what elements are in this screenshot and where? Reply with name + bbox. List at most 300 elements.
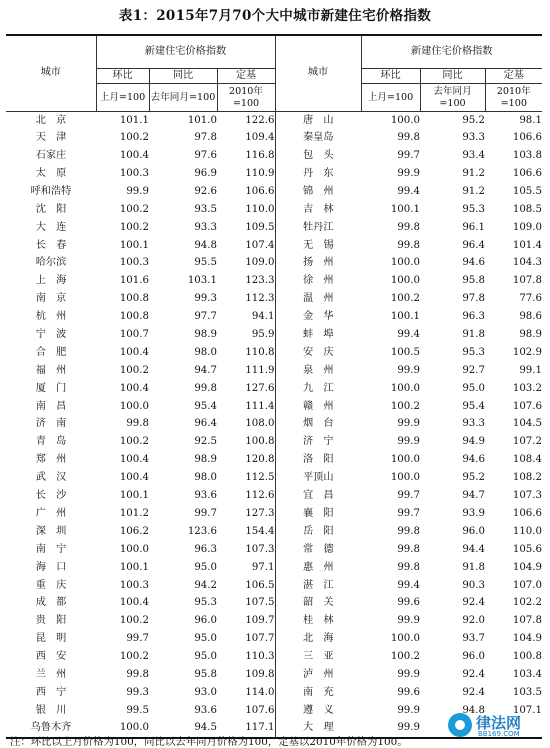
left-yoy-cell: 98.0	[194, 472, 217, 484]
base-header-right: 定基	[485, 69, 542, 84]
left-city-cell: 北 京	[35, 114, 67, 126]
right-base-cell: 102.2	[512, 597, 543, 609]
left-city-cell: 青 岛	[35, 436, 67, 448]
right-yoy-cell: 93.9	[462, 507, 485, 519]
left-mom-cell: 100.2	[119, 651, 149, 663]
right-yoy-cell: 91.8	[462, 329, 485, 341]
right-base-cell: 106.6	[512, 507, 543, 519]
right-base-cell: 107.0	[512, 579, 543, 591]
table-title: 表1：2015年7月70个大中城市新建住宅价格指数	[118, 8, 432, 24]
right-mom-cell: 99.4	[397, 579, 420, 591]
right-yoy-cell: 95.4	[462, 400, 485, 412]
right-yoy-cell: 94.4	[462, 543, 485, 555]
left-yoy-cell: 93.0	[194, 686, 217, 698]
table-row	[6, 559, 542, 577]
left-city-cell: 南 宁	[35, 543, 67, 555]
right-mom-cell: 99.9	[397, 418, 420, 430]
right-base-cell: 98.1	[519, 114, 543, 126]
left-mom-cell: 100.3	[119, 257, 149, 269]
right-base-cell: 98.6	[519, 311, 543, 323]
left-base-cell: 109.8	[217, 666, 275, 684]
right-yoy-cell: 92.4	[462, 686, 485, 698]
right-mom-cell: 99.4	[397, 329, 420, 341]
left-mom-cell: 100.2	[119, 221, 149, 233]
left-yoy-cell: 96.9	[194, 168, 217, 180]
left-base-cell: 123.3	[217, 273, 275, 291]
logo-url: BB169.COM	[478, 730, 520, 738]
right-yoy-cell: 95.2	[462, 472, 485, 484]
left-yoy-cell: 95.0	[194, 633, 217, 645]
left-yoy-cell: 99.7	[194, 507, 217, 519]
mom-header-right: 环比	[361, 69, 420, 84]
left-yoy-cell: 96.3	[194, 543, 217, 555]
left-city-cell: 厦 门	[35, 382, 67, 394]
right-base-cell: 107.3	[512, 490, 543, 502]
right-yoy-cell: 96.1	[462, 221, 485, 233]
table-row	[6, 523, 542, 541]
right-city-cell: 惠 州	[275, 559, 361, 577]
right-yoy-cell: 92.4	[462, 597, 485, 609]
right-mom-cell: 100.0	[390, 472, 420, 484]
right-mom-cell: 100.0	[390, 454, 420, 466]
right-base-cell: 109.0	[512, 221, 543, 233]
table-row	[6, 505, 542, 523]
right-city-cell: 牡丹江	[275, 219, 361, 237]
right-yoy-cell: 95.3	[462, 346, 485, 358]
yoy-sub-left: 去年同月=100	[149, 84, 217, 112]
right-mom-cell: 99.9	[361, 720, 420, 738]
right-mom-cell: 99.8	[397, 221, 420, 233]
right-city-cell: 三 亚	[275, 648, 361, 666]
right-city-cell: 泉 州	[275, 362, 361, 380]
left-mom-cell: 100.2	[119, 132, 149, 144]
left-city-cell: 合 肥	[35, 346, 67, 358]
right-base-cell: 107.8	[512, 275, 543, 287]
left-city-cell: 武 汉	[35, 472, 67, 484]
left-yoy-cell: 95.3	[194, 597, 217, 609]
table-row	[6, 183, 542, 201]
left-yoy-cell: 94.5	[149, 720, 217, 738]
left-mom-cell: 100.4	[119, 454, 149, 466]
left-city-cell: 大 连	[35, 221, 67, 233]
left-base-cell: 112.3	[217, 290, 275, 308]
left-mom-cell: 100.8	[119, 293, 149, 305]
table-row	[6, 290, 542, 308]
right-mom-cell: 99.9	[397, 436, 420, 448]
right-city-cell: 徐 州	[275, 273, 361, 291]
right-city-cell: 平顶山	[275, 469, 361, 487]
left-mom-cell: 100.2	[119, 615, 149, 627]
right-city-cell: 泸 州	[275, 666, 361, 684]
price-index-table	[6, 34, 542, 739]
left-base-cell: 122.6	[217, 112, 275, 130]
left-city-cell: 贵 阳	[35, 615, 67, 627]
right-mom-cell: 99.8	[397, 132, 420, 144]
left-base-cell: 109.0	[217, 255, 275, 273]
table-row	[6, 380, 542, 398]
left-mom-cell: 101.1	[119, 114, 149, 126]
left-base-cell: 114.0	[217, 684, 275, 702]
right-mom-cell: 100.5	[390, 346, 420, 358]
left-base-cell: 106.5	[217, 577, 275, 595]
right-city-cell: 无 锡	[275, 237, 361, 255]
right-city-cell: 南 充	[275, 684, 361, 702]
right-city-cell: 遵 义	[275, 702, 361, 720]
right-city-cell: 吉 林	[275, 201, 361, 219]
left-mom-cell: 100.2	[119, 364, 149, 376]
right-mom-cell: 99.9	[397, 168, 420, 180]
right-base-cell: 104.3	[512, 257, 543, 269]
left-yoy-cell: 93.6	[194, 490, 217, 502]
left-yoy-cell: 94.8	[194, 239, 217, 251]
right-city-cell: 大 理	[275, 720, 361, 738]
left-yoy-cell: 101.0	[187, 114, 217, 126]
right-yoy-cell: 94.6	[462, 257, 485, 269]
table-row	[6, 541, 542, 559]
left-base-cell: 109.7	[217, 612, 275, 630]
right-yoy-cell: 93.4	[462, 150, 485, 162]
right-city-cell: 锦 州	[275, 183, 361, 201]
table-row	[6, 326, 542, 344]
index-group-header-left: 新建住宅价格指数	[96, 35, 275, 69]
left-yoy-cell: 94.7	[194, 364, 217, 376]
left-city-cell: 福 州	[35, 364, 67, 376]
left-yoy-cell: 96.4	[194, 418, 217, 430]
right-yoy-cell: 95.0	[462, 382, 485, 394]
table-row	[6, 595, 542, 613]
left-city-cell: 西 安	[35, 651, 67, 663]
left-city-cell: 广 州	[35, 507, 67, 519]
right-city-cell: 桂 林	[275, 612, 361, 630]
right-base-cell: 100.8	[512, 651, 543, 663]
right-yoy-cell: 90.3	[462, 579, 485, 591]
right-mom-cell: 99.7	[397, 507, 420, 519]
right-mom-cell: 99.9	[397, 364, 420, 376]
right-base-cell: 107.6	[512, 400, 543, 412]
table-row	[6, 648, 542, 666]
left-city-cell: 乌鲁木齐	[6, 720, 96, 738]
right-yoy-cell: 92.4	[462, 668, 485, 680]
left-mom-cell: 106.2	[119, 525, 149, 537]
right-mom-cell: 100.0	[390, 114, 420, 126]
right-yoy-cell: 91.2	[462, 185, 485, 197]
right-yoy-cell: 93.3	[462, 418, 485, 430]
left-base-cell: 111.4	[217, 398, 275, 416]
right-city-cell: 金 华	[275, 308, 361, 326]
right-base-cell: 104.9	[512, 633, 543, 645]
base-header-left: 定基	[217, 69, 275, 84]
right-mom-cell: 99.6	[397, 597, 420, 609]
left-yoy-cell: 95.5	[194, 257, 217, 269]
left-base-cell: 100.8	[217, 434, 275, 452]
right-yoy-cell: 93.3	[462, 132, 485, 144]
left-city-cell: 上 海	[35, 275, 67, 287]
right-city-cell: 安 庆	[275, 344, 361, 362]
right-city-cell: 秦皇岛	[275, 129, 361, 147]
right-base-cell: 99.1	[519, 364, 543, 376]
left-base-cell: 120.8	[217, 451, 275, 469]
right-base-cell: 108.4	[512, 454, 543, 466]
right-yoy-cell: 94.7	[462, 490, 485, 502]
right-yoy-cell: 92.7	[462, 364, 485, 376]
left-mom-cell: 99.5	[126, 704, 149, 716]
table-row	[6, 344, 542, 362]
left-base-cell: 107.3	[217, 541, 275, 559]
left-city-cell: 长 沙	[35, 490, 67, 502]
left-mom-cell: 100.4	[119, 472, 149, 484]
table-row	[6, 434, 542, 452]
right-base-cell: 104.9	[512, 561, 543, 573]
left-city-cell: 海 口	[35, 561, 67, 573]
left-mom-cell: 99.7	[126, 633, 149, 645]
right-mom-cell: 100.0	[390, 257, 420, 269]
logo-brand: 律法网	[476, 714, 522, 732]
left-yoy-cell: 97.8	[194, 132, 217, 144]
base-sub-left: 2010年=100	[217, 84, 275, 112]
left-mom-cell: 100.4	[119, 382, 149, 394]
left-base-cell: 97.1	[217, 559, 275, 577]
left-mom-cell: 99.9	[126, 185, 149, 197]
left-yoy-cell: 98.9	[194, 454, 217, 466]
table-row	[6, 577, 542, 595]
left-city-cell: 杭 州	[35, 311, 67, 323]
left-base-cell: 110.9	[217, 165, 275, 183]
right-base-cell: 103.4	[512, 668, 543, 680]
right-city-cell: 北 海	[275, 630, 361, 648]
right-base-cell: 106.6	[512, 168, 543, 180]
right-mom-cell: 100.0	[390, 275, 420, 287]
left-base-cell: 108.0	[217, 416, 275, 434]
left-base-cell: 117.1	[217, 720, 275, 738]
table-body	[6, 112, 542, 738]
yoy-header-right: 同比	[420, 69, 485, 84]
left-mom-cell: 100.0	[119, 400, 149, 412]
left-yoy-cell: 93.5	[194, 203, 217, 215]
right-yoy-cell: 96.0	[462, 651, 485, 663]
left-base-cell: 107.5	[217, 595, 275, 613]
left-base-cell: 112.5	[217, 469, 275, 487]
right-yoy-cell: 94.8	[462, 704, 485, 716]
left-yoy-cell: 99.3	[194, 293, 217, 305]
left-yoy-cell: 92.6	[194, 185, 217, 197]
right-base-cell: 107.2	[512, 436, 543, 448]
left-yoy-cell: 92.5	[194, 436, 217, 448]
right-base-cell: 110.0	[512, 525, 543, 537]
left-city-cell: 长 春	[35, 239, 67, 251]
left-base-cell: 106.6	[217, 183, 275, 201]
left-base-cell: 109.5	[217, 219, 275, 237]
right-mom-cell: 100.1	[390, 203, 420, 215]
left-mom-cell: 100.2	[119, 436, 149, 448]
right-yoy-cell: 96.3	[462, 311, 485, 323]
table-row	[6, 237, 542, 255]
left-city-cell: 成 都	[35, 597, 67, 609]
right-yoy-cell: 94.6	[462, 454, 485, 466]
left-city-cell: 呼和浩特	[30, 185, 72, 197]
left-mom-cell: 100.7	[119, 329, 149, 341]
left-yoy-cell: 93.3	[194, 221, 217, 233]
left-mom-cell: 100.1	[119, 239, 149, 251]
table-row	[6, 273, 542, 291]
footnote: 注：环比以上月价格为100，同比以去年同月价格为100，定基以2010年价格为100。	[10, 736, 408, 748]
left-city-cell: 哈尔滨	[35, 257, 67, 269]
left-base-cell: 94.1	[217, 308, 275, 326]
table-row	[6, 469, 542, 487]
left-mom-cell: 99.8	[126, 668, 149, 680]
left-mom-cell: 100.8	[119, 311, 149, 323]
left-city-cell: 兰 州	[35, 668, 67, 680]
right-base-cell: 105.6	[512, 543, 543, 555]
table-row	[6, 255, 542, 273]
watermark-logo	[448, 710, 546, 740]
table-row	[6, 112, 542, 130]
table-row	[6, 219, 542, 237]
left-yoy-cell: 96.0	[194, 615, 217, 627]
left-base-cell: 127.3	[217, 505, 275, 523]
left-city-cell: 太 原	[35, 168, 67, 180]
right-base-cell: 104.5	[512, 418, 543, 430]
table-row	[6, 451, 542, 469]
left-yoy-cell: 95.0	[194, 561, 217, 573]
left-mom-cell: 100.0	[119, 543, 149, 555]
left-base-cell: 154.4	[217, 523, 275, 541]
right-city-cell: 扬 州	[275, 255, 361, 273]
right-mom-cell: 100.0	[390, 382, 420, 394]
right-mom-cell: 99.9	[397, 704, 420, 716]
right-yoy-cell: 96.4	[462, 239, 485, 251]
left-yoy-cell: 98.9	[194, 329, 217, 341]
left-yoy-cell: 95.8	[194, 668, 217, 680]
yoy-sub-right: 去年同月=100	[420, 84, 485, 112]
left-city-cell: 南 京	[35, 293, 67, 305]
left-base-cell: 107.4	[217, 237, 275, 255]
right-yoy-cell: 95.8	[462, 275, 485, 287]
left-yoy-cell: 95.4	[194, 400, 217, 412]
table-row	[6, 666, 542, 684]
right-city-cell: 赣 州	[275, 398, 361, 416]
right-city-cell: 丹 东	[275, 165, 361, 183]
left-base-cell: 109.4	[217, 129, 275, 147]
left-city-cell: 天 津	[35, 132, 67, 144]
table-row	[6, 684, 542, 702]
left-mom-cell: 100.0	[96, 720, 149, 738]
left-base-cell: 111.9	[217, 362, 275, 380]
right-city-cell: 岳 阳	[275, 523, 361, 541]
right-mom-cell: 99.8	[397, 543, 420, 555]
right-city-cell: 九 江	[275, 380, 361, 398]
right-yoy-cell: 97.8	[462, 293, 485, 305]
right-base-cell: 103.5	[512, 686, 543, 698]
right-base-cell: 106.6	[512, 132, 543, 144]
left-yoy-cell: 123.6	[187, 525, 217, 537]
table-row	[6, 398, 542, 416]
left-mom-cell: 99.8	[126, 418, 149, 430]
right-mom-cell: 100.1	[390, 311, 420, 323]
left-yoy-cell: 94.2	[194, 579, 217, 591]
right-yoy-cell: 95.2	[462, 114, 485, 126]
right-mom-cell: 100.2	[390, 400, 420, 412]
index-group-header-right: 新建住宅价格指数	[361, 35, 542, 69]
city-header-right: 城市	[275, 35, 361, 112]
base-sub-right: 2010年=100	[485, 84, 542, 112]
mom-sub-left: 上月=100	[96, 84, 149, 112]
right-yoy-cell: 95.3	[462, 203, 485, 215]
left-city-cell: 银 川	[35, 704, 67, 716]
right-base-cell: 108.2	[512, 472, 543, 484]
right-mom-cell: 99.7	[397, 490, 420, 502]
table-row	[6, 487, 542, 505]
right-city-cell: 蚌 埠	[275, 326, 361, 344]
left-city-cell: 沈 阳	[35, 203, 67, 215]
right-mom-cell: 99.6	[397, 686, 420, 698]
right-city-cell: 包 头	[275, 147, 361, 165]
left-mom-cell: 100.2	[119, 203, 149, 215]
right-mom-cell: 99.9	[397, 668, 420, 680]
left-base-cell: 95.9	[217, 326, 275, 344]
left-mom-cell: 100.4	[119, 346, 149, 358]
right-yoy-cell: 93.7	[462, 633, 485, 645]
right-base-cell: 103.8	[512, 150, 543, 162]
right-mom-cell: 99.8	[397, 561, 420, 573]
table-row	[6, 147, 542, 165]
right-yoy-cell: 94.9	[462, 436, 485, 448]
left-city-cell: 石家庄	[35, 150, 67, 162]
right-base-cell: 101.4	[512, 239, 543, 251]
left-base-cell: 107.6	[217, 702, 275, 720]
table-row	[6, 129, 542, 147]
left-yoy-cell: 103.1	[187, 275, 217, 287]
left-city-cell: 郑 州	[35, 454, 67, 466]
right-mom-cell: 99.7	[397, 150, 420, 162]
left-yoy-cell: 98.0	[194, 346, 217, 358]
table-row	[6, 416, 542, 434]
right-city-cell: 韶 关	[275, 595, 361, 613]
table-row	[6, 362, 542, 380]
right-base-cell: 107.8	[512, 615, 543, 627]
left-base-cell: 107.7	[217, 630, 275, 648]
left-city-cell: 济 南	[35, 418, 67, 430]
right-mom-cell: 99.8	[397, 525, 420, 537]
left-yoy-cell: 97.7	[194, 311, 217, 323]
right-base-cell: 102.9	[512, 346, 543, 358]
right-yoy-cell: 91.2	[462, 168, 485, 180]
right-city-cell: 烟 台	[275, 416, 361, 434]
table-row	[6, 308, 542, 326]
table-row	[6, 201, 542, 219]
right-base-cell: 103.2	[512, 382, 543, 394]
left-mom-cell: 100.3	[119, 168, 149, 180]
right-city-cell: 宜 昌	[275, 487, 361, 505]
right-city-cell: 唐 山	[275, 112, 361, 130]
left-mom-cell: 100.3	[119, 579, 149, 591]
right-city-cell: 洛 阳	[275, 451, 361, 469]
right-mom-cell: 99.4	[397, 185, 420, 197]
left-city-cell: 重 庆	[35, 579, 67, 591]
right-base-cell: 77.6	[519, 293, 543, 305]
left-base-cell: 112.6	[217, 487, 275, 505]
table-row	[6, 612, 542, 630]
right-city-cell: 襄 阳	[275, 505, 361, 523]
logo-mark-icon	[448, 713, 472, 737]
left-city-cell: 南 昌	[35, 400, 67, 412]
left-mom-cell: 101.2	[119, 507, 149, 519]
right-yoy-cell: 96.0	[462, 525, 485, 537]
left-base-cell: 127.6	[217, 380, 275, 398]
right-base-cell: 108.5	[512, 203, 543, 215]
left-yoy-cell: 93.6	[194, 704, 217, 716]
right-base-cell: 98.9	[519, 329, 543, 341]
right-yoy-cell: 91.8	[462, 561, 485, 573]
